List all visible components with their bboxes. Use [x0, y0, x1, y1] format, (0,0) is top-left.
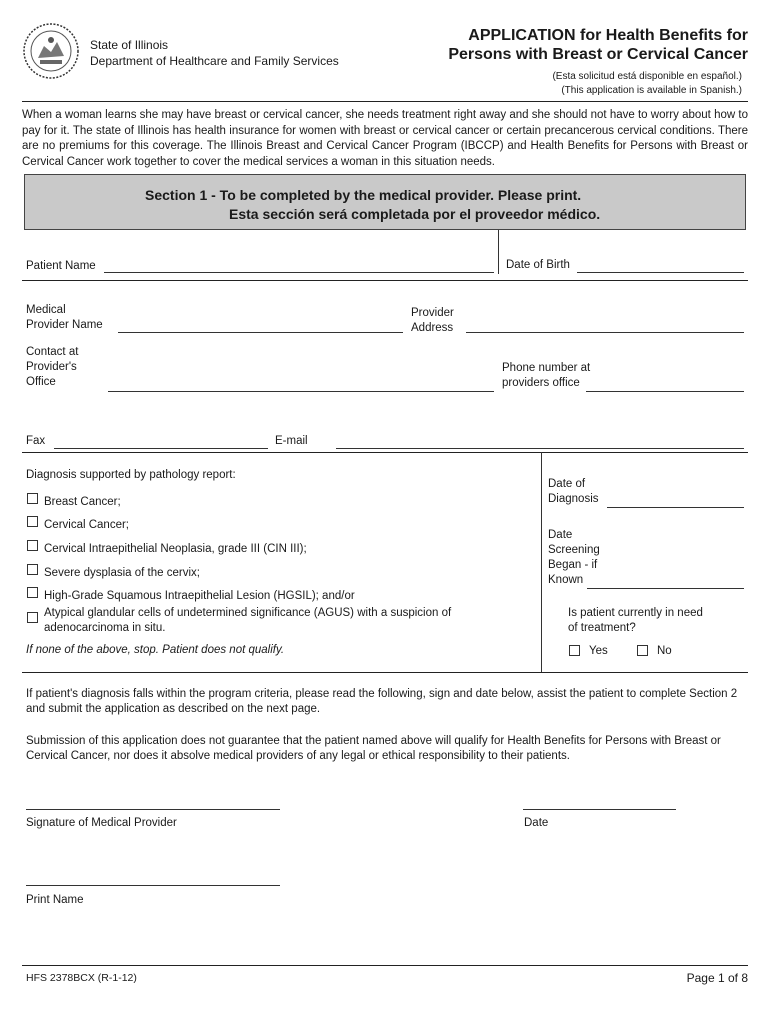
department-name: Department of Healthcare and Family Services: [90, 54, 339, 68]
severe-dysplasia-label: Severe dysplasia of the cervix;: [44, 567, 200, 579]
row-divider: [22, 672, 748, 673]
spanish-availability-note: (Esta solicitud está disponible en español.): [552, 71, 742, 82]
screening-date-field[interactable]: [587, 588, 744, 589]
severe-dysplasia-checkbox[interactable]: [27, 564, 38, 575]
footer-divider: [22, 965, 748, 966]
fax-field[interactable]: [54, 448, 268, 449]
form-title-line-1: APPLICATION for Health Benefits for: [468, 27, 748, 44]
page-number: Page 1 of 8: [686, 971, 748, 985]
provider-address-label-line-2: Address: [411, 322, 454, 334]
section-1-title: Section 1 - To be completed by the medical provider. Please print.: [145, 187, 582, 203]
disqualify-note: If none of the above, stop. Patient does not qualify.: [26, 644, 285, 656]
fax-label: Fax: [26, 435, 46, 447]
date-of-diagnosis-field[interactable]: [607, 507, 744, 508]
state-seal-icon: [22, 22, 80, 80]
agus-checkbox[interactable]: [27, 612, 38, 623]
disclaimer-paragraph: Submission of this application does not guarantee that the patient named above will qualify for Health Benefits for Persons with Breast or Cervical Cancer, nor does it absolve medical providers of any legal or ethical responsibility to their patients.: [26, 735, 721, 762]
field-divider: [498, 230, 499, 274]
email-label: E-mail: [275, 435, 308, 447]
form-title: [328, 26, 748, 64]
header-divider: [22, 101, 748, 102]
screening-date-label-line-4: Known: [548, 574, 584, 586]
provider-name-field[interactable]: [118, 332, 403, 333]
need-treatment-label: [568, 606, 703, 636]
row-divider: [22, 452, 748, 453]
provider-address-label-line-1: Provider: [411, 307, 454, 319]
form-title-line-2: Persons with Breast or Cervical Cancer: [448, 46, 748, 63]
diagnosis-heading: Diagnosis supported by pathology report:: [26, 469, 236, 481]
form-identifier: HFS 2378BCX (R-1-12): [26, 972, 137, 984]
cervical-cancer-checkbox[interactable]: [27, 516, 38, 527]
contact-label-line-3: Office: [26, 376, 56, 388]
patient-name-field[interactable]: [104, 272, 494, 273]
section-1-banner: [24, 174, 746, 230]
agus-label: [44, 606, 451, 636]
phone-field[interactable]: [586, 391, 744, 392]
cin-iii-label: Cervical Intraepithelial Neoplasia, grade III (CIN III);: [44, 543, 307, 555]
breast-cancer-checkbox[interactable]: [27, 493, 38, 504]
phone-label-line-1: Phone number at: [502, 362, 591, 374]
cervical-cancer-label: Cervical Cancer;: [44, 519, 129, 531]
screening-date-label-line-2: Screening: [548, 544, 600, 556]
screening-date-label: [548, 528, 600, 588]
provider-name-label-line-2: Provider Name: [26, 319, 103, 331]
section-1-title-spanish: Esta sección será completada por el proveedor médico.: [229, 206, 601, 222]
provider-name-label: [26, 303, 103, 333]
signature-field[interactable]: [26, 809, 280, 810]
contact-label-line-2: Provider's: [26, 361, 77, 373]
contact-label-line-1: Contact at: [26, 346, 79, 358]
hgsil-label: High-Grade Squamous Intraepithelial Lesion (HGSIL); and/or: [44, 590, 355, 602]
contact-field[interactable]: [108, 391, 494, 392]
hgsil-checkbox[interactable]: [27, 587, 38, 598]
treatment-no-label: No: [657, 645, 672, 657]
language-notes: [422, 70, 742, 98]
treatment-no-checkbox[interactable]: [637, 645, 648, 656]
diagnosis-divider: [541, 452, 542, 672]
breast-cancer-label: Breast Cancer;: [44, 496, 121, 508]
agus-label-line-1: Atypical glandular cells of undetermined significance (AGUS) with a suspicion of: [44, 607, 452, 619]
print-name-label: Print Name: [26, 894, 84, 906]
phone-label: [502, 361, 590, 391]
email-field[interactable]: [336, 448, 744, 449]
state-name: State of Illinois: [90, 38, 169, 52]
provider-address-field[interactable]: [466, 332, 744, 333]
agus-label-line-2: adenocarcinoma in situ.: [44, 622, 166, 634]
screening-date-label-line-1: Date: [548, 529, 573, 541]
treatment-yes-checkbox[interactable]: [569, 645, 580, 656]
date-of-birth-label: Date of Birth: [506, 259, 570, 271]
date-of-diagnosis-label-line-2: Diagnosis: [548, 493, 599, 505]
phone-label-line-2: providers office: [502, 377, 580, 389]
cin-iii-checkbox[interactable]: [27, 540, 38, 551]
issuing-agency: [90, 37, 339, 69]
provider-name-label-line-1: Medical: [26, 304, 66, 316]
provider-address-label: [411, 306, 454, 336]
intro-paragraph: When a woman learns she may have breast or cervical cancer, she needs treatment right away and she should not have to worry about how to pay for it. The state of Illinois has health insurance for women with breast or cervical cancer or certain precancerous cervical conditions. There are no premiums for this coverage. The Illinois Breast and Cervical Cancer Program (IBCCP) and Health Benefits for Persons with Breast or Cervical Cancer work together to cover the medical services a woman in this situation needs.: [22, 109, 748, 168]
need-treatment-label-line-2: of treatment?: [568, 622, 636, 634]
instructions-paragraph: If patient's diagnosis falls within the program criteria, please read the following, sign and date below, assist the patient to complete Section 2 and submit the application as described on the next page.: [26, 688, 738, 715]
treatment-yes-label: Yes: [589, 645, 608, 657]
contact-label: [26, 345, 78, 390]
signature-date-field[interactable]: [523, 809, 676, 810]
patient-name-label: Patient Name: [26, 260, 96, 272]
row-divider: [22, 280, 748, 281]
need-treatment-label-line-1: Is patient currently in need: [568, 607, 703, 619]
english-availability-note: (This application is available in Spanish.): [561, 85, 742, 96]
screening-date-label-line-3: Began - if: [548, 559, 598, 571]
date-of-diagnosis-label: [548, 477, 599, 507]
signature-date-label: Date: [524, 817, 549, 829]
signature-label: Signature of Medical Provider: [26, 817, 177, 829]
print-name-field[interactable]: [26, 885, 280, 886]
date-of-birth-field[interactable]: [577, 272, 744, 273]
date-of-diagnosis-label-line-1: Date of: [548, 478, 586, 490]
